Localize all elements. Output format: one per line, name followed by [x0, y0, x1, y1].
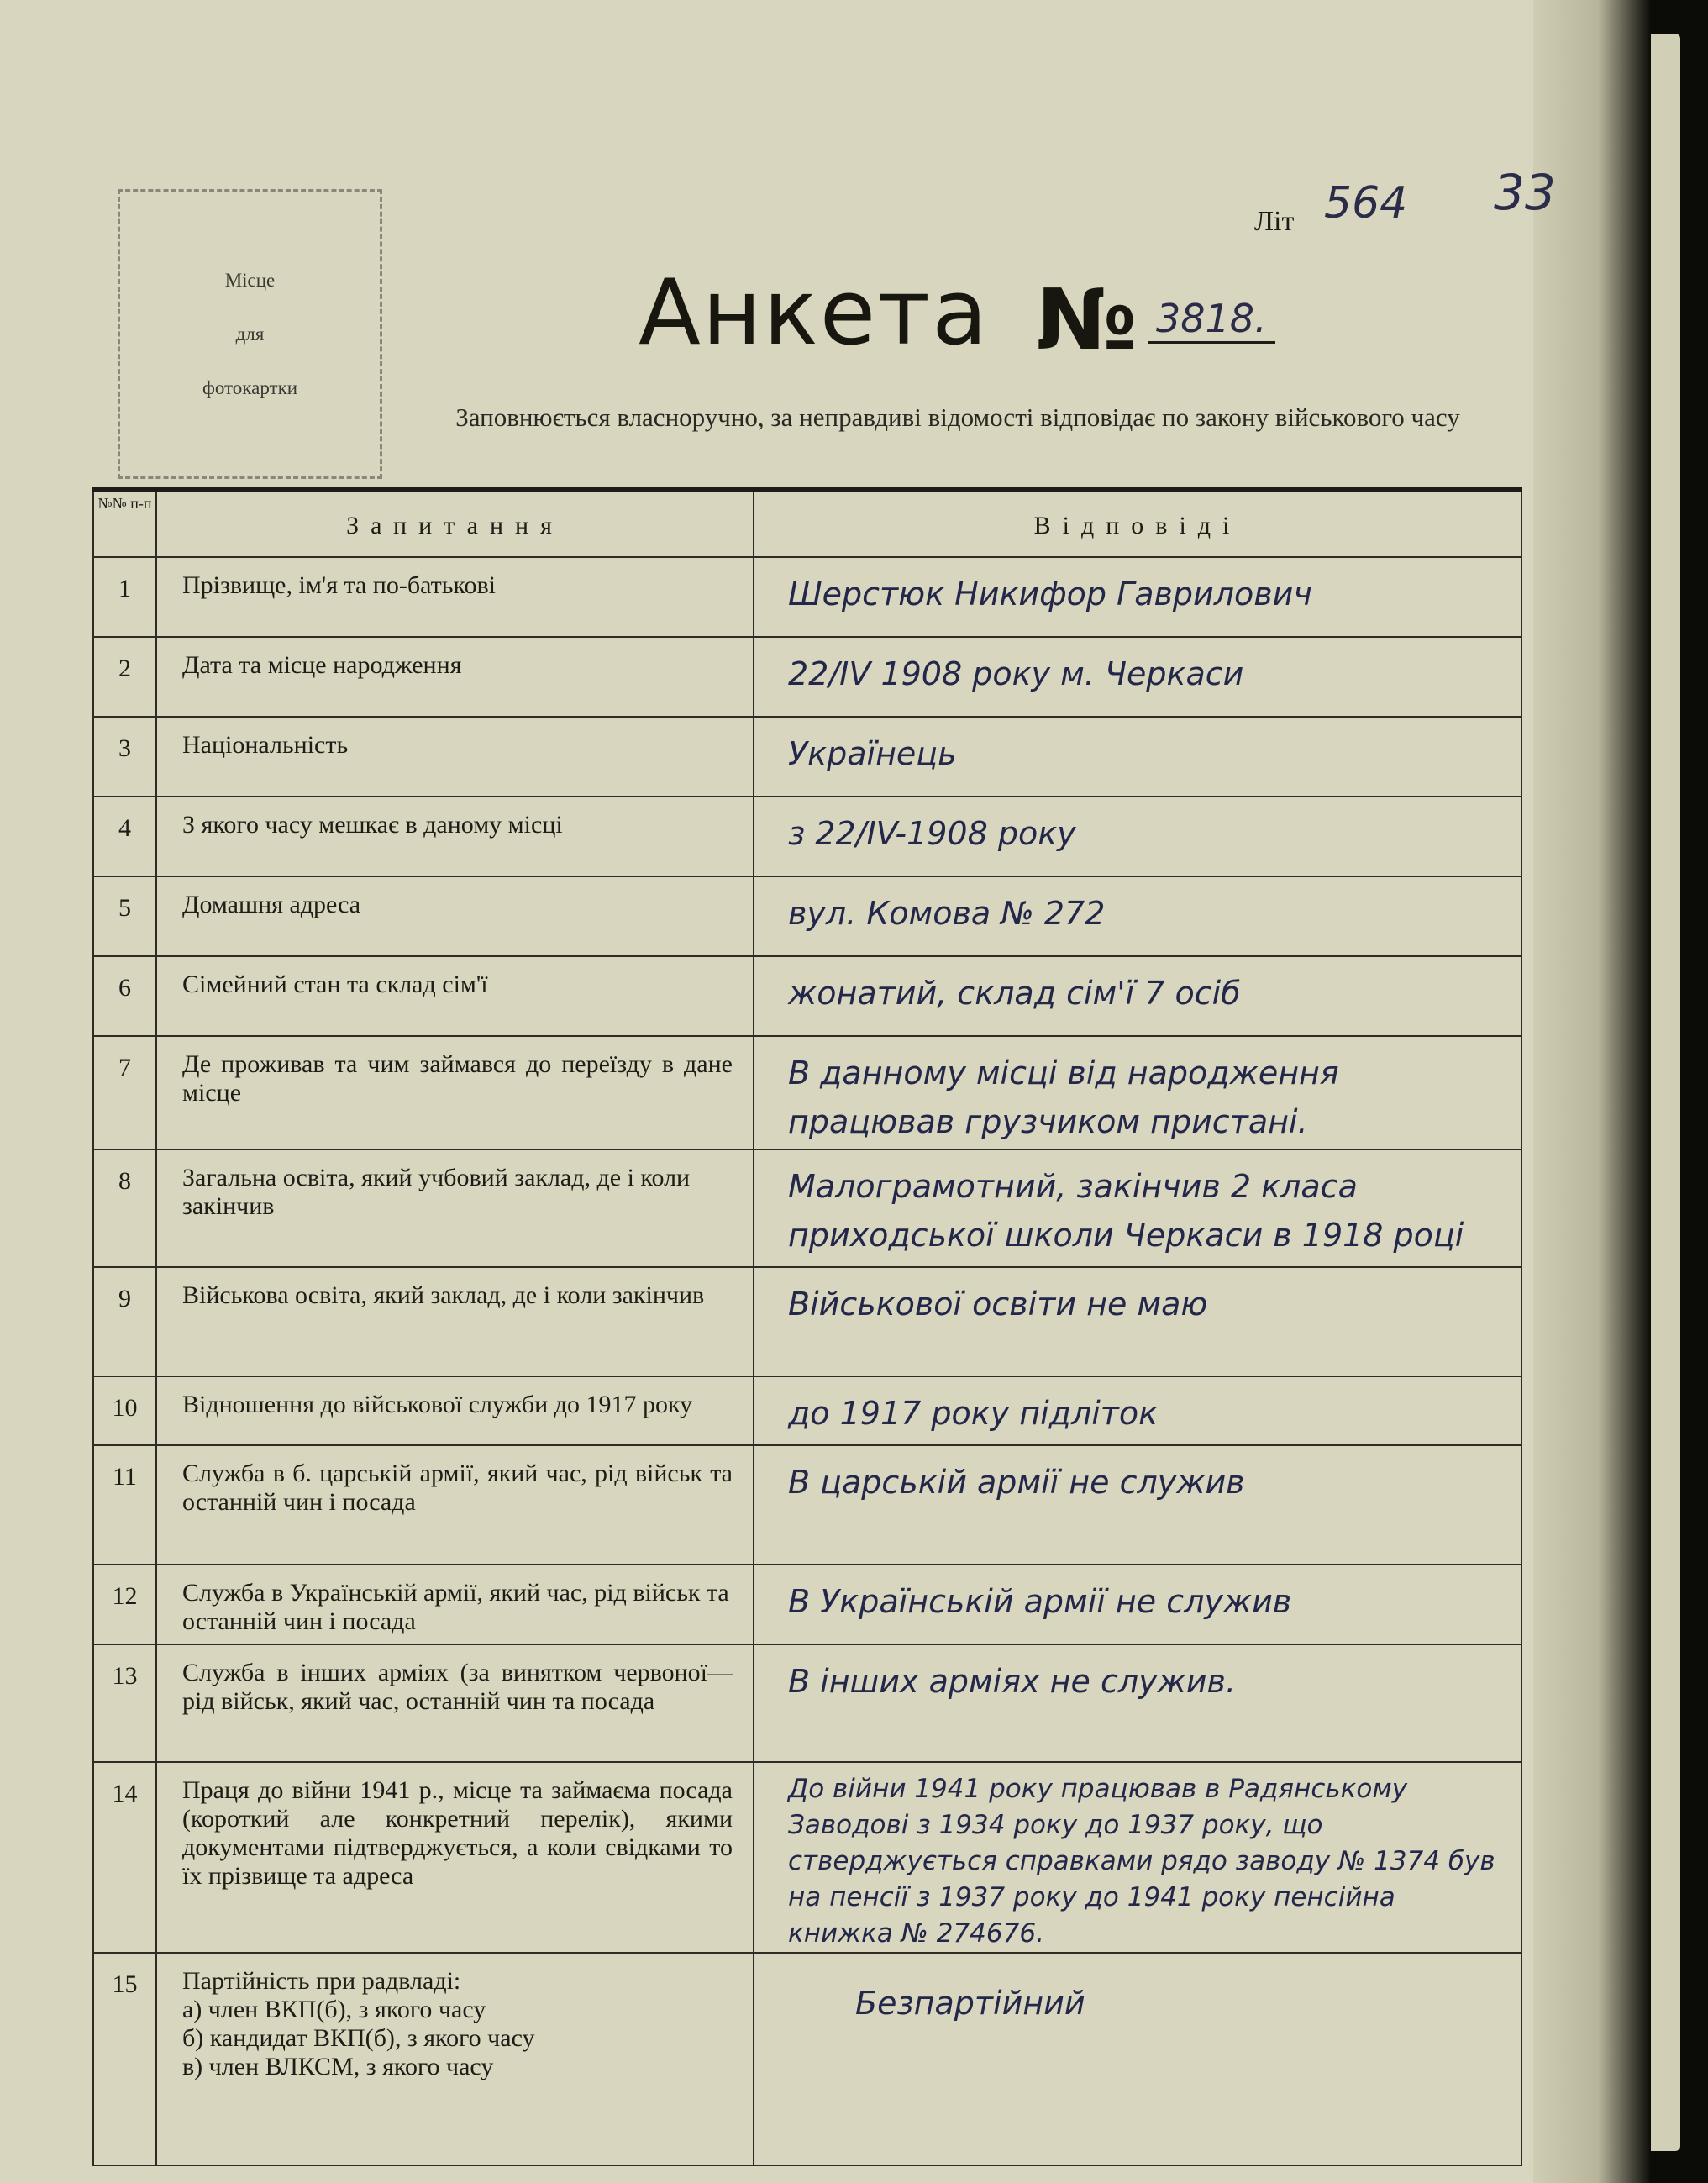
photo-label-line-1: Місце	[224, 269, 276, 291]
number-sign: №	[1036, 271, 1138, 369]
row-number: 1	[93, 557, 156, 637]
table-row	[93, 1267, 1521, 1376]
table-row	[93, 1149, 1521, 1267]
col-number-header: №№ п-п	[93, 490, 156, 557]
table-row	[93, 637, 1521, 717]
row-answer: Малограмотний, закінчив 2 класа приходської школи Черкаси в 1918 році	[754, 1149, 1521, 1267]
row-number: 3	[93, 717, 156, 797]
row-number: 7	[93, 1036, 156, 1149]
row-question: З якого часу мешкає в даному місці	[156, 797, 754, 876]
table-row	[93, 956, 1521, 1036]
row-number: 8	[93, 1149, 156, 1267]
form-title: Анкета	[639, 260, 990, 366]
row-answer: Українець	[754, 717, 1521, 797]
row-question: Праця до війни 1941 р., місце та займаєма посада (короткий але конкретний перелік), якими документами підтверджується, а коли свідками то їх прізвище та адреса	[156, 1762, 754, 1953]
table-row	[93, 1644, 1521, 1762]
row-answer: до 1917 року підліток	[754, 1376, 1521, 1445]
questionnaire-table	[92, 487, 1521, 2166]
table-row	[93, 1565, 1521, 1644]
table-row	[93, 717, 1521, 797]
row-number: 11	[93, 1445, 156, 1565]
row-number: 5	[93, 876, 156, 956]
table-row	[93, 1953, 1521, 2166]
form-instructions: Заповнюється власноручно, за неправдиві відомості відповідає по закону військового часу	[455, 402, 1460, 432]
photo-placeholder	[118, 189, 382, 479]
table-row	[93, 1445, 1521, 1565]
row-question: Дата та місце народження	[156, 637, 754, 717]
table-header	[93, 490, 1521, 557]
table-row	[93, 797, 1521, 876]
row-number: 6	[93, 956, 156, 1036]
row-question: Сімейний стан та склад сім'ї	[156, 956, 754, 1036]
row-answer: 22/IV 1908 року м. Черкаси	[754, 637, 1521, 717]
row-number: 14	[93, 1762, 156, 1953]
row-number: 15	[93, 1953, 156, 2166]
row-number: 4	[93, 797, 156, 876]
row-answer: В царській армії не служив	[754, 1445, 1521, 1565]
row-answer: В Українській армії не служив	[754, 1565, 1521, 1644]
row-question: Партійність при радвладі: а) член ВКП(б), з якого часу б) кандидат ВКП(б), з якого часу в) член ВЛКСМ, з якого часу	[156, 1953, 754, 2166]
row-question: Національність	[156, 717, 754, 797]
row-question: Служба в Українській армії, який час, рід військ та останній чин і посада	[156, 1565, 754, 1644]
col-question-header: Запитання	[156, 490, 754, 557]
row-answer: Військової освіти не маю	[754, 1267, 1521, 1376]
lit-number: 564	[1324, 178, 1408, 229]
table-row	[93, 876, 1521, 956]
row-question: Домашня адреса	[156, 876, 754, 956]
row-question: Загальна освіта, який учбовий заклад, де і коли закінчив	[156, 1149, 754, 1267]
col-answer-header: Відповіді	[754, 490, 1521, 557]
row-number: 2	[93, 637, 156, 717]
row-question: Служба в б. царській армії, який час, рід військ та останній чин і посада	[156, 1445, 754, 1565]
row-number: 12	[93, 1565, 156, 1644]
row-answer: з 22/IV-1908 року	[754, 797, 1521, 876]
row-number: 9	[93, 1267, 156, 1376]
row-answer: До війни 1941 року працював в Радянському Заводові з 1934 року до 1937 року, що стверджується справками рядо заводу № 1374 був на пенсії з 1937 року до 1941 року пенсійна книжка № 274676.	[754, 1762, 1521, 1953]
row-answer: вул. Комова № 272	[754, 876, 1521, 956]
row-question: Прізвище, ім'я та по-батькові	[156, 557, 754, 637]
row-question: Відношення до військової служби до 1917 року	[156, 1376, 754, 1445]
photo-label-line-2: для	[235, 323, 265, 345]
row-answer: Шерстюк Никифор Гаврилович	[754, 557, 1521, 637]
table-row	[93, 1036, 1521, 1149]
row-number: 13	[93, 1644, 156, 1762]
table-row	[93, 1376, 1521, 1445]
table-row	[93, 1762, 1521, 1953]
row-question: Служба в інших арміях (за винятком червоної—рід військ, який час, останній чин та посада	[156, 1644, 754, 1762]
row-answer: В інших арміях не служив.	[754, 1644, 1521, 1762]
page-edge	[1533, 0, 1651, 2183]
row-answer: жонатий, склад сім'ї 7 осіб	[754, 956, 1521, 1036]
photo-label-line-3: фотокартки	[202, 376, 298, 398]
row-question: Де проживав та чим займався до переїзду в дане місце	[156, 1036, 754, 1149]
form-number: 3818.	[1148, 296, 1275, 344]
table-row	[93, 557, 1521, 637]
sheet-number: 33	[1494, 164, 1556, 221]
row-question: Військова освіта, який заклад, де і коли закінчив	[156, 1267, 754, 1376]
row-answer: Безпартійний	[754, 1953, 1521, 2166]
row-answer: В данному місці від народження працював грузчиком пристані.	[754, 1036, 1521, 1149]
lit-label: Літ	[1254, 206, 1295, 237]
row-number: 10	[93, 1376, 156, 1445]
